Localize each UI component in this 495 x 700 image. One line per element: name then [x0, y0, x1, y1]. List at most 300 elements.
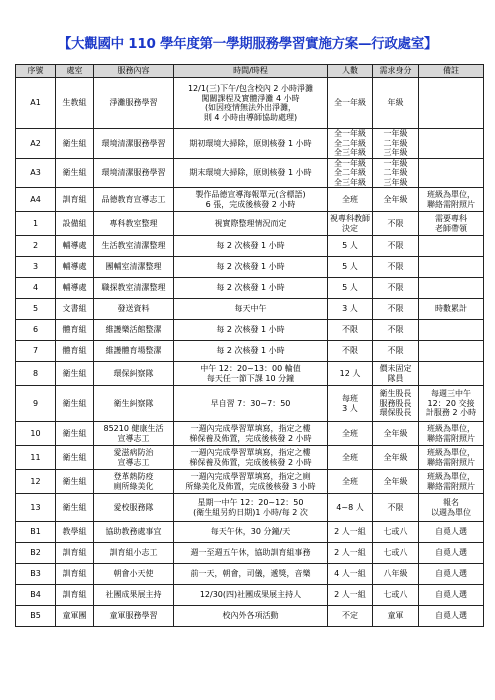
table-row — [16, 299, 484, 320]
cell-item: A1 — [16, 78, 56, 129]
table-row — [16, 278, 484, 299]
cell-unit: 輔導處 — [56, 236, 94, 257]
cell-line: 服務股長 — [379, 398, 412, 408]
cell-line: 6 張，完成後核發 2 小時 — [205, 199, 296, 209]
cell-item: A2 — [16, 129, 56, 159]
cell-identity — [373, 606, 419, 627]
cell-unit: 衛生組 — [56, 422, 94, 446]
cell-unit: 設備組 — [56, 212, 94, 236]
cell-line: 4~8 人 — [336, 502, 364, 512]
cell-time — [174, 585, 328, 606]
cell-count — [328, 188, 373, 212]
cell-line: 2 人一組 — [334, 527, 366, 537]
cell-line: 環保股長 — [379, 408, 412, 418]
cell-item: 13 — [16, 494, 56, 522]
table-row — [16, 543, 484, 564]
cell-unit: 訓育組 — [56, 543, 94, 564]
cell-identity — [373, 78, 419, 129]
cell-line: 全二年級 — [334, 168, 366, 177]
cell-note — [419, 236, 484, 257]
header-unit: 處室 — [56, 65, 94, 78]
cell-note — [419, 606, 484, 627]
cell-line: 品德教育宣導志工 — [101, 194, 166, 204]
cell-identity — [373, 585, 419, 606]
table-row — [16, 78, 484, 129]
cell-time — [174, 158, 328, 188]
cell-service — [94, 585, 174, 606]
cell-line: 85210 健康生活 — [103, 424, 164, 433]
cell-line: (衛生組另約日期)1 小時/每 2 次 — [193, 507, 308, 517]
cell-item: 12 — [16, 470, 56, 494]
header-count: 人數 — [328, 65, 373, 78]
cell-time — [174, 543, 328, 564]
cell-item: 6 — [16, 320, 56, 341]
table-row — [16, 236, 484, 257]
cell-line: 全年級 — [383, 428, 408, 438]
cell-line: 環境清潔服務學習 — [101, 168, 166, 177]
cell-unit: 衛生組 — [56, 446, 94, 470]
cell-item: B1 — [16, 522, 56, 543]
cell-line: 環保糾察隊 — [113, 368, 154, 378]
cell-line: 每 2 次核發 1 小時 — [216, 325, 285, 335]
cell-line: 視實際整理情況而定 — [214, 218, 287, 228]
cell-line: 二年級 — [383, 168, 408, 177]
cell-line: 全一年級 — [334, 158, 366, 168]
cell-item: 8 — [16, 362, 56, 386]
table-row — [16, 158, 484, 188]
cell-line: 自覓人選 — [435, 569, 467, 579]
cell-identity — [373, 236, 419, 257]
cell-line: 衛生股長 — [379, 389, 412, 399]
cell-count — [328, 320, 373, 341]
cell-line: 維護樂活館整潔 — [105, 325, 162, 335]
cell-line: 星期一中午 12：20~12：50 — [197, 498, 304, 507]
cell-count — [328, 212, 373, 236]
table-row — [16, 362, 484, 386]
cell-note — [419, 470, 484, 494]
cell-line: 全年級 — [383, 476, 408, 486]
cell-line: 全班 — [342, 194, 358, 204]
cell-count — [328, 470, 373, 494]
cell-identity — [373, 212, 419, 236]
cell-line: 全班 — [342, 452, 358, 462]
cell-line: 環境清潔服務學習 — [101, 138, 166, 148]
cell-identity — [373, 257, 419, 278]
cell-service — [94, 299, 174, 320]
cell-line: 聯絡需附照片 — [427, 433, 475, 443]
cell-line: 計服務 2 小時 — [425, 408, 477, 418]
cell-identity — [373, 494, 419, 522]
cell-line: (如因疫情無法外出淨灘， — [204, 103, 297, 112]
header-item: 序號 — [16, 65, 56, 78]
cell-item: B3 — [16, 564, 56, 585]
cell-line: 校內外各項活動 — [222, 611, 279, 621]
cell-item: A3 — [16, 158, 56, 188]
cell-line: 每 2 次核發 1 小時 — [216, 346, 285, 356]
cell-count — [328, 236, 373, 257]
cell-line: 4 人一組 — [334, 569, 366, 579]
cell-unit: 輔導處 — [56, 278, 94, 299]
cell-line: 需要專科 — [435, 214, 467, 223]
cell-unit: 童軍團 — [56, 606, 94, 627]
cell-count — [328, 257, 373, 278]
cell-line: 衛生糾察隊 — [113, 398, 154, 408]
cell-item: 4 — [16, 278, 56, 299]
cell-time — [174, 257, 328, 278]
table-row — [16, 212, 484, 236]
cell-service — [94, 158, 174, 188]
table-row — [16, 188, 484, 212]
cell-line: 每 2 次核發 1 小時 — [216, 283, 285, 293]
cell-item: 2 — [16, 236, 56, 257]
cell-unit: 衛生組 — [56, 386, 94, 422]
cell-unit: 教學組 — [56, 522, 94, 543]
cell-line: 以週為單位 — [431, 507, 471, 517]
cell-item: 9 — [16, 386, 56, 422]
cell-line: 自覓人選 — [435, 527, 467, 537]
cell-note — [419, 320, 484, 341]
cell-count — [328, 422, 373, 446]
cell-note — [419, 212, 484, 236]
cell-identity — [373, 446, 419, 470]
cell-line: 自覓人選 — [435, 590, 467, 600]
table-row — [16, 522, 484, 543]
cell-identity — [373, 320, 419, 341]
cell-count — [328, 386, 373, 422]
cell-identity — [373, 188, 419, 212]
cell-line: 聯絡需附照片 — [427, 457, 475, 467]
cell-line: 班級為單位， — [427, 424, 475, 433]
cell-line: 價未固定 — [379, 364, 412, 373]
cell-line: 梯保養及佈置，完成後核發 2 小時 — [189, 433, 312, 443]
cell-unit: 生教組 — [56, 78, 94, 129]
cell-time — [174, 564, 328, 585]
cell-note — [419, 494, 484, 522]
cell-line: 中午 12：20~13：00 輪值 — [200, 364, 301, 373]
cell-note — [419, 299, 484, 320]
cell-line: 自覓人選 — [435, 611, 467, 621]
cell-line: 全年級 — [383, 452, 408, 462]
cell-service — [94, 341, 174, 362]
cell-line: 每 2 次核發 1 小時 — [216, 241, 285, 251]
cell-line: 登革熱防疫 — [113, 472, 154, 481]
cell-line: 製作品德宣導海報單元(含標語) — [195, 190, 306, 199]
cell-unit: 衛生組 — [56, 494, 94, 522]
cell-unit: 體育組 — [56, 320, 94, 341]
cell-line: 每 2 次核發 1 小時 — [216, 262, 285, 272]
cell-item: 7 — [16, 341, 56, 362]
cell-item: B5 — [16, 606, 56, 627]
cell-note — [419, 278, 484, 299]
table-body — [16, 78, 484, 627]
cell-time — [174, 446, 328, 470]
cell-time — [174, 422, 328, 446]
cell-line: 全班 — [342, 476, 358, 486]
cell-line: 不限 — [387, 346, 404, 356]
cell-item: A4 — [16, 188, 56, 212]
cell-line: 12/30(四)社團成果展主持人 — [199, 590, 302, 600]
cell-count — [328, 129, 373, 159]
cell-identity — [373, 543, 419, 564]
table-row — [16, 320, 484, 341]
table-row — [16, 585, 484, 606]
cell-note — [419, 362, 484, 386]
cell-line: 愛校服務隊 — [113, 502, 154, 512]
cell-line: 決定 — [342, 223, 358, 233]
cell-service — [94, 362, 174, 386]
table-row — [16, 606, 484, 627]
cell-line: 不限 — [387, 218, 404, 228]
cell-line: 生活教室清潔整理 — [101, 241, 166, 251]
cell-line: 12/1(三)下午/包含校內 2 小時淨灘 — [187, 84, 314, 93]
table-row — [16, 564, 484, 585]
cell-line: 每天任一節下課 10 分鐘 — [206, 373, 295, 383]
cell-note — [419, 386, 484, 422]
cell-time — [174, 341, 328, 362]
cell-service — [94, 606, 174, 627]
cell-service — [94, 446, 174, 470]
cell-line: 一年級 — [383, 158, 408, 168]
cell-count — [328, 299, 373, 320]
table-row — [16, 341, 484, 362]
cell-line: 不限 — [342, 325, 358, 335]
cell-line: 協助教務處事宜 — [105, 527, 162, 537]
cell-line: 報名 — [443, 498, 459, 507]
cell-unit: 訓育組 — [56, 564, 94, 585]
cell-line: 全班 — [342, 428, 358, 438]
table-row — [16, 422, 484, 446]
cell-line: 週一至週五午休，協助訓育組事務 — [190, 548, 311, 558]
cell-service — [94, 257, 174, 278]
cell-line: 二年級 — [383, 138, 408, 148]
cell-service — [94, 129, 174, 159]
cell-line: 聯絡需附照片 — [427, 199, 475, 209]
cell-line: 視專科教師 — [330, 214, 370, 223]
header-time: 時間/時程 — [174, 65, 328, 78]
cell-count — [328, 362, 373, 386]
cell-service — [94, 78, 174, 129]
cell-line: 每班 — [342, 394, 358, 403]
cell-line: 3 人 — [342, 304, 358, 314]
cell-line: 不限 — [387, 502, 404, 512]
cell-count — [328, 543, 373, 564]
table-row — [16, 446, 484, 470]
cell-line: 七或八 — [383, 548, 408, 558]
cell-note — [419, 564, 484, 585]
cell-time — [174, 236, 328, 257]
cell-line: 全年級 — [383, 194, 408, 204]
cell-line: 年級 — [387, 98, 404, 108]
cell-time — [174, 129, 328, 159]
cell-identity — [373, 422, 419, 446]
cell-time — [174, 362, 328, 386]
cell-count — [328, 564, 373, 585]
cell-line: 一年級 — [383, 129, 408, 138]
cell-item: B4 — [16, 585, 56, 606]
cell-line: 一週內完成學習單填寫，指定之樓 — [190, 448, 311, 457]
cell-line: 早自習 7：30~7：50 — [210, 398, 291, 408]
header-service: 服務內容 — [94, 65, 174, 78]
cell-time — [174, 188, 328, 212]
cell-line: 專科教室整理 — [109, 218, 158, 228]
cell-time — [174, 320, 328, 341]
table-row — [16, 386, 484, 422]
cell-time — [174, 299, 328, 320]
cell-unit: 衛生組 — [56, 470, 94, 494]
cell-identity — [373, 386, 419, 422]
cell-line: 期初環境大掃除，原則核發 1 小時 — [189, 138, 312, 148]
cell-identity — [373, 158, 419, 188]
cell-time — [174, 278, 328, 299]
cell-count — [328, 278, 373, 299]
cell-time — [174, 606, 328, 627]
cell-line: 全三年級 — [334, 148, 366, 157]
cell-item: 10 — [16, 422, 56, 446]
cell-unit: 衛生組 — [56, 362, 94, 386]
cell-item: 5 — [16, 299, 56, 320]
cell-line: 童軍服務學習 — [109, 611, 158, 621]
document-title: 【大觀國中 110 學年度第一學期服務學習實施方案—行政處室】 — [57, 36, 438, 52]
cell-time — [174, 212, 328, 236]
cell-line: 童軍 — [387, 611, 404, 621]
cell-count — [328, 494, 373, 522]
table-row — [16, 257, 484, 278]
table-header-row — [16, 65, 484, 78]
cell-line: 期末環境大掃除，原則核發 1 小時 — [189, 168, 312, 177]
cell-time — [174, 470, 328, 494]
cell-item: 3 — [16, 257, 56, 278]
cell-unit: 訓育組 — [56, 188, 94, 212]
cell-note — [419, 522, 484, 543]
cell-service — [94, 564, 174, 585]
cell-identity — [373, 341, 419, 362]
cell-service — [94, 236, 174, 257]
cell-item: B2 — [16, 543, 56, 564]
cell-line: 老師帶領 — [435, 223, 467, 233]
cell-service — [94, 470, 174, 494]
cell-line: 班級為單位， — [427, 448, 475, 457]
cell-note — [419, 585, 484, 606]
cell-line: 12 人 — [339, 368, 361, 378]
cell-unit: 輔導處 — [56, 257, 94, 278]
cell-line: 愛滋病防治 — [113, 448, 154, 457]
table-row — [16, 129, 484, 159]
cell-count — [328, 522, 373, 543]
cell-time — [174, 522, 328, 543]
cell-line: 三年級 — [383, 148, 408, 157]
cell-line: 七或八 — [383, 527, 408, 537]
cell-service — [94, 543, 174, 564]
cell-count — [328, 585, 373, 606]
cell-note — [419, 78, 484, 129]
cell-unit: 訓育組 — [56, 585, 94, 606]
table-row — [16, 470, 484, 494]
cell-service — [94, 212, 174, 236]
cell-line: 不限 — [342, 346, 358, 356]
cell-line: 不限 — [387, 262, 404, 272]
cell-unit: 衛生組 — [56, 158, 94, 188]
cell-line: 團輔室清潔整理 — [105, 262, 162, 272]
cell-unit: 體育組 — [56, 341, 94, 362]
cell-line: 3 人 — [342, 403, 358, 413]
cell-identity — [373, 129, 419, 159]
cell-line: 每天午休，30 分鐘/天 — [210, 527, 291, 537]
cell-count — [328, 158, 373, 188]
cell-line: 宣導志工 — [117, 457, 150, 467]
cell-line: 自覓人選 — [435, 548, 467, 558]
cell-identity — [373, 564, 419, 585]
cell-identity — [373, 362, 419, 386]
cell-service — [94, 188, 174, 212]
cell-service — [94, 494, 174, 522]
cell-identity — [373, 299, 419, 320]
cell-service — [94, 320, 174, 341]
cell-count — [328, 78, 373, 129]
cell-note — [419, 446, 484, 470]
cell-note — [419, 257, 484, 278]
cell-line: 則 4 小時由導師協助處理) — [203, 112, 298, 122]
cell-line: 12：20 交接 — [427, 398, 475, 408]
cell-line: 發送資料 — [117, 304, 150, 314]
cell-line: 所綠美化及佈置，完成後核發 3 小時 — [185, 481, 316, 491]
cell-line: 訓育組小志工 — [109, 548, 158, 558]
cell-line: 社團成果展主持 — [105, 590, 162, 600]
header-note: 備註 — [419, 65, 484, 78]
cell-line: 班級為單位， — [427, 472, 475, 481]
cell-line: 八年級 — [383, 569, 408, 579]
cell-item: 11 — [16, 446, 56, 470]
cell-service — [94, 422, 174, 446]
cell-line: 2 人一組 — [334, 548, 366, 558]
cell-line: 全一年級 — [334, 98, 366, 108]
cell-note — [419, 422, 484, 446]
cell-line: 一週內完成學習單填寫，指定之廁 — [190, 472, 311, 481]
cell-line: 闖關課程及實體淨灘 4 小時 — [201, 93, 300, 103]
cell-line: 七或八 — [383, 590, 408, 600]
cell-line: 職探教室清潔整理 — [101, 283, 166, 293]
cell-line: 不定 — [342, 611, 358, 621]
cell-line: 不限 — [387, 304, 404, 314]
cell-service — [94, 386, 174, 422]
cell-line: 全一年級 — [334, 129, 366, 138]
cell-line: 不限 — [387, 241, 404, 251]
cell-identity — [373, 470, 419, 494]
cell-line: 廁所綠美化 — [113, 481, 154, 491]
cell-line: 一週內完成學習單填寫，指定之樓 — [190, 424, 311, 433]
cell-identity — [373, 522, 419, 543]
header-identity: 需求身分 — [373, 65, 419, 78]
cell-line: 5 人 — [342, 241, 358, 251]
cell-identity — [373, 278, 419, 299]
cell-note — [419, 129, 484, 159]
cell-time — [174, 494, 328, 522]
cell-unit: 衛生組 — [56, 129, 94, 159]
cell-line: 班級為單位， — [427, 190, 475, 199]
cell-line: 時數累計 — [435, 304, 467, 314]
cell-line: 前一天，朝會，司儀，遞獎，音樂 — [190, 569, 311, 579]
cell-note — [419, 341, 484, 362]
cell-line: 不限 — [387, 325, 404, 335]
cell-line: 5 人 — [342, 283, 358, 293]
cell-line: 梯保養及佈置，完成後核發 2 小時 — [189, 457, 312, 467]
cell-line: 每週三中午 — [431, 389, 471, 399]
cell-line: 2 人一組 — [334, 590, 366, 600]
cell-note — [419, 543, 484, 564]
cell-count — [328, 341, 373, 362]
cell-line: 每天中午 — [234, 304, 267, 314]
cell-line: 三年級 — [383, 177, 408, 187]
cell-line: 隊員 — [387, 373, 404, 383]
